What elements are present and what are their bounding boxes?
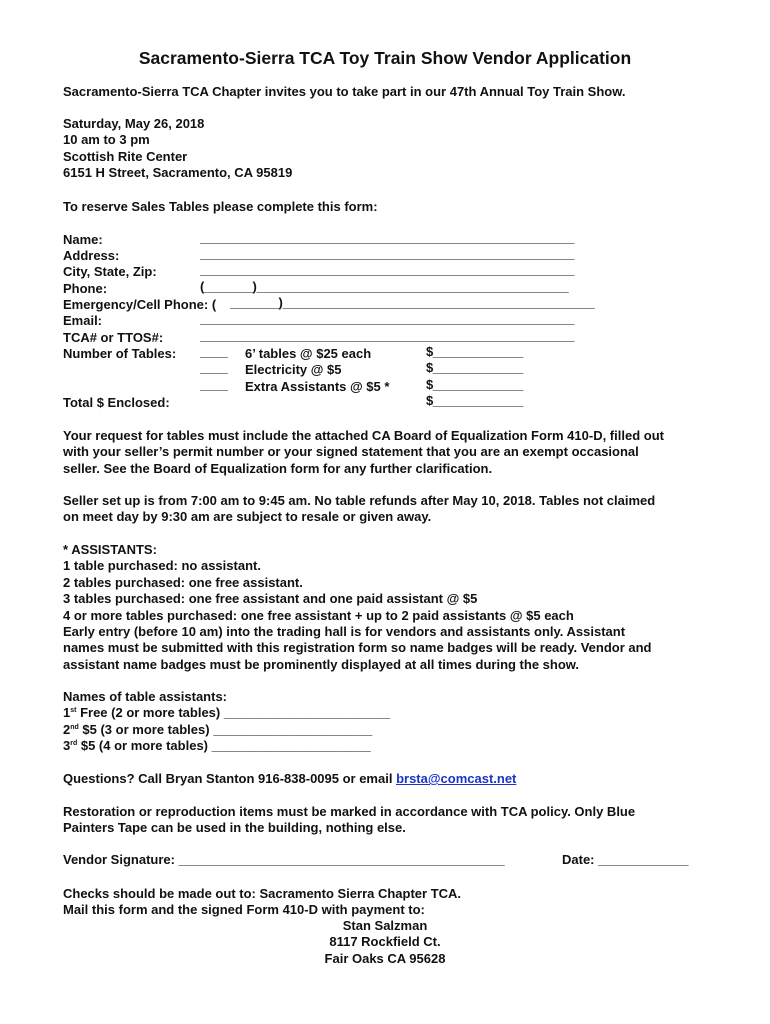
- assistants-rule: names must be submitted with this registration form so name badges will be ready. Vendor and: [63, 640, 652, 656]
- assistant-name-field[interactable]: ______________________: [213, 721, 373, 737]
- address-field[interactable]: ______________________________________________________: [200, 246, 575, 261]
- name-label: Name:: [63, 232, 103, 247]
- questions-text: Questions? Call Bryan Stanton 916-838-0095 or email: [63, 771, 397, 786]
- row-ordinal: nd: [70, 723, 79, 731]
- address-label: Address:: [63, 248, 120, 263]
- event-date: Saturday, May 26, 2018: [63, 116, 205, 131]
- assistants-item-label: Extra Assistants @ $5 *: [245, 379, 390, 394]
- assistant-name-row: [63, 722, 390, 738]
- setup-paragraph: [63, 493, 655, 526]
- event-details: [63, 116, 292, 182]
- mail-recipient: Stan Salzman: [342, 918, 428, 933]
- page-title: Sacramento-Sierra TCA Toy Train Show Vendor Application: [138, 48, 632, 68]
- assistant-name-field[interactable]: ______________________: [211, 738, 371, 754]
- assistants-heading: * ASSISTANTS:: [63, 542, 157, 557]
- assistants-amount-field[interactable]: $_____________: [426, 377, 524, 392]
- tca-number-label: TCA# or TTOS#:: [63, 330, 164, 345]
- phone-label: Phone:: [63, 281, 108, 296]
- phone-field[interactable]: (_______)_____________________________________________: [200, 279, 569, 294]
- tca-number-field[interactable]: ______________________________________________________: [200, 328, 575, 343]
- checks-line: Mail this form and the signed Form 410-D with payment to:: [63, 902, 425, 918]
- setup-line: Seller set up is from 7:00 am to 9:45 am. No table refunds after May 10, 2018. Tables not claimed: [63, 493, 656, 508]
- email-field[interactable]: ______________________________________________________: [200, 311, 575, 326]
- assistants-rule: assistant name badges must be prominently displayed at all times during the show.: [63, 656, 580, 672]
- event-time: 10 am to 3 pm: [63, 132, 150, 148]
- assistants-section: [63, 542, 652, 673]
- tables-qty-field[interactable]: ____: [200, 344, 228, 359]
- total-amount-field[interactable]: $_____________: [426, 393, 524, 408]
- assistant-name-row: [63, 738, 390, 754]
- assistant-names-section: [63, 689, 390, 755]
- name-field[interactable]: ______________________________________________________: [200, 230, 575, 245]
- assistant-names-heading: Names of table assistants:: [63, 689, 228, 704]
- electricity-item-label: Electricity @ $5: [245, 362, 342, 377]
- assistants-rule: 4 or more tables purchased: one free assistant + up to 2 paid assistants @ $5 each: [63, 607, 574, 623]
- request-paragraph: [63, 428, 664, 477]
- signature-row: [63, 852, 713, 868]
- tables-amount-field[interactable]: $_____________: [426, 344, 524, 359]
- emergency-phone-label: Emergency/Cell Phone: (: [63, 297, 217, 312]
- row-label: $5 (4 or more tables): [77, 738, 212, 754]
- checks-section: [63, 886, 461, 919]
- assistants-qty-field[interactable]: ____: [200, 377, 228, 392]
- total-enclosed-label: Total $ Enclosed:: [63, 395, 170, 410]
- setup-line: on meet day by 9:30 am are subject to resale or given away.: [63, 509, 432, 525]
- row-label: $5 (3 or more tables): [78, 721, 214, 737]
- city-state-zip-field[interactable]: ______________________________________________________: [200, 262, 575, 277]
- row-number: 1: [63, 705, 71, 721]
- restoration-line: Restoration or reproduction items must be marked in accordance with TCA policy. Only Blue: [63, 804, 636, 819]
- event-venue: Scottish Rite Center: [63, 148, 188, 164]
- row-ordinal: rd: [70, 740, 78, 748]
- tables-item-label: 6’ tables @ $25 each: [245, 346, 372, 361]
- request-line: with your seller’s permit number or your signed statement that you are an exempt occasional: [63, 444, 639, 460]
- restoration-paragraph: [63, 804, 635, 837]
- mailing-address: [0, 918, 770, 967]
- intro-text: Sacramento-Sierra TCA Chapter invites you to take part in our 47th Annual Toy Train Show.: [63, 84, 626, 99]
- emergency-phone-field[interactable]: _______)_____________________________________________: [230, 295, 595, 310]
- row-number: 3: [63, 738, 71, 754]
- row-number: 2: [63, 721, 71, 737]
- assistants-rule: 3 tables purchased: one free assistant and one paid assistant @ $5: [63, 591, 478, 607]
- assistant-name-field[interactable]: _______________________: [223, 705, 391, 721]
- assistants-rule: 1 table purchased: no assistant.: [63, 558, 261, 574]
- request-line: seller. See the Board of Equalization form for any further clarification.: [63, 460, 493, 476]
- contact-email-link[interactable]: brsta@comcast.net: [396, 771, 517, 786]
- assistants-rule: Early entry (before 10 am) into the trading hall is for vendors and assistants only. Assistant: [63, 624, 626, 640]
- assistants-rule: 2 tables purchased: one free assistant.: [63, 574, 303, 590]
- vendor-signature-field[interactable]: _______________________________________________: [178, 852, 505, 867]
- electricity-amount-field[interactable]: $_____________: [426, 360, 524, 375]
- city-state-zip-label: City, State, Zip:: [63, 264, 157, 279]
- checks-line: Checks should be made out to: Sacramento Sierra Chapter TCA.: [63, 886, 462, 901]
- event-address: 6151 H Street, Sacramento, CA 95819: [63, 165, 293, 181]
- vendor-signature-label: Vendor Signature:: [63, 852, 179, 867]
- questions-line: [63, 771, 516, 787]
- email-label: Email:: [63, 313, 103, 328]
- mail-city: Fair Oaks CA 95628: [324, 950, 446, 966]
- assistant-name-row: [63, 705, 390, 721]
- request-line: Your request for tables must include the attached CA Board of Equalization Form 410-D, filled out: [63, 428, 664, 443]
- electricity-qty-field[interactable]: ____: [200, 360, 228, 375]
- date-label: Date:: [562, 852, 599, 867]
- reserve-prompt: To reserve Sales Tables please complete this form:: [63, 199, 378, 214]
- row-ordinal: st: [70, 707, 77, 715]
- mail-street: 8117 Rockfield Ct.: [329, 934, 441, 950]
- date-field[interactable]: _____________: [598, 852, 689, 867]
- row-label: Free (2 or more tables): [76, 705, 224, 721]
- date-line: [562, 852, 688, 868]
- restoration-line: Painters Tape can be used in the building, nothing else.: [63, 820, 406, 836]
- number-of-tables-label: Number of Tables:: [63, 346, 177, 361]
